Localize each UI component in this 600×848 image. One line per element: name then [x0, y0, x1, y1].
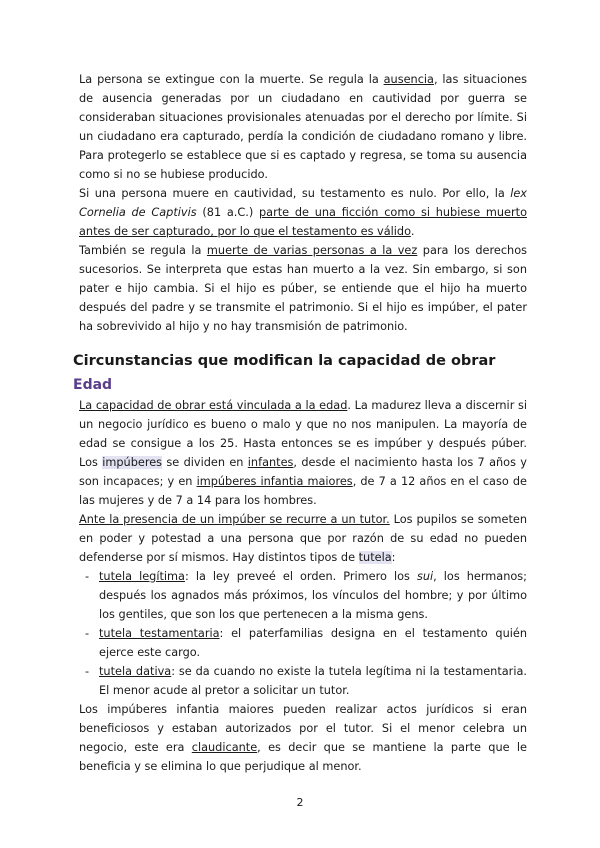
list-bullet: -: [85, 665, 90, 678]
underlined-tutor: Ante la presencia de un impúber se recurre a un tutor.: [79, 513, 390, 526]
text-run: , desde el nacimiento hasta los 7 años y son incapaces; y en: [79, 456, 527, 488]
list-bullet: -: [85, 570, 90, 583]
underlined-tutela-testamentaria: tutela testamentaria: [99, 627, 220, 640]
underlined-ficcion: parte de una ficción como si hubiese muerto antes de ser capturado, por lo que el testamento es válido: [79, 206, 527, 238]
paragraph-tutor: [79, 510, 527, 567]
text-run: También se regula la: [79, 244, 207, 257]
paragraph-edad: [79, 396, 527, 510]
list-bullet: -: [85, 627, 90, 640]
underlined-impuberes-infantia-maiores: impúberes infantia maiores: [196, 475, 353, 488]
text-run: para los derechos sucesorios. Se interpreta que estas han muerto a la vez. Sin embargo, si son pater e hijo cambia. Si el hijo es púber, se entiende que el hijo ha muerto después del padre y se transmite el patrimonio. Si el hijo es impúber, el pater ha sobrevivido al hijo y no hay transmisión de patrimonio.: [79, 244, 527, 333]
list-item: [79, 567, 527, 624]
underlined-capacidad-obrar: La capacidad de obrar está vinculada a la edad: [79, 399, 348, 412]
text-run: : el paterfamilias designa en el testamento quién ejerce este cargo.: [99, 627, 527, 659]
underlined-tutela-dativa: tutela dativa: [99, 665, 172, 678]
text-run: (81 a.C.): [196, 206, 260, 219]
text-run: La persona se extingue con la muerte. Se regula la: [79, 73, 384, 86]
paragraph-cautividad: [79, 184, 527, 241]
text-run: .: [410, 225, 415, 238]
list-item: [79, 662, 527, 700]
highlighted-impuberes: impúberes: [102, 456, 163, 469]
list-item: [79, 624, 527, 662]
underlined-muerte-varias: muerte de varias personas a la vez: [206, 244, 418, 257]
italic-lex-cornelia: lex Cornelia de Captivis: [79, 187, 527, 219]
text-run: : la ley preveé el orden. Primero los: [184, 570, 417, 583]
underlined-tutela-legitima: tutela legítima: [99, 570, 185, 583]
text-run: Los pupilos se someten en poder y potestad a una persona que por razón de su edad no pueden defenderse por sí mismos. Hay distintos tipos de: [79, 513, 527, 564]
text-run: se dividen en: [162, 456, 248, 469]
text-run: , de 7 a 12 años en el caso de las mujeres y de 7 a 14 para los hombres.: [79, 475, 527, 507]
text-run: : se da cuando no existe la tutela legítima ni la testamentaria. El menor acude al pretor a solicitar un tutor.: [99, 665, 527, 697]
paragraph-claudicante: [79, 700, 527, 776]
page-number: 2: [296, 796, 304, 809]
section-heading: Circunstancias que modifican la capacidad de obrar: [73, 353, 496, 369]
text-run: , los hermanos; después los agnados más próximos, los vínculos del hombre; y por último los gentiles, que son los que pertenecen a la misma gens.: [99, 570, 527, 621]
underlined-claudicante: claudicante: [191, 741, 258, 754]
text-run: , las situaciones de ausencia generadas por un ciudadano en cautividad por guerra se consideraban situaciones provisionales atenuadas por el derecho por límite. Si un ciudadano era capturado, perdía la condición de ciudadano romano y libre. Para protegerlo se establece que si es captado y regresa, se toma su ausencia como si no se hubiese producido.: [79, 73, 527, 181]
paragraph-ausencia: [79, 70, 527, 184]
text-run: , es decir que se mantiene la parte que le beneficia y se elimina lo que perjudique al menor.: [79, 741, 527, 773]
tutela-list: [79, 567, 527, 700]
text-run: :: [391, 551, 396, 564]
subsection-heading-edad: Edad: [73, 377, 113, 393]
underlined-term-ausencia: ausencia: [383, 73, 434, 86]
underlined-infantes: infantes: [247, 456, 294, 469]
text-run: Los impúberes infantia maiores pueden realizar actos jurídicos si eran beneficiosos y estaban autorizados por el tutor. Si el menor celebra un negocio, este era: [79, 703, 527, 754]
highlighted-tutela: tutela: [358, 551, 392, 564]
text-run: . La madurez lleva a discernir si un negocio jurídico es bueno o malo y que no nos manipulen. La mayoría de edad se consigue a los 25. Hasta entonces se es impúber y después púber. Los: [79, 399, 527, 469]
document-page: [73, 70, 527, 776]
text-run: Si una persona muere en cautividad, su testamento es nulo. Por ello, la: [79, 187, 511, 200]
italic-sui: sui: [416, 570, 434, 583]
paragraph-conmoriencia: [79, 241, 527, 336]
